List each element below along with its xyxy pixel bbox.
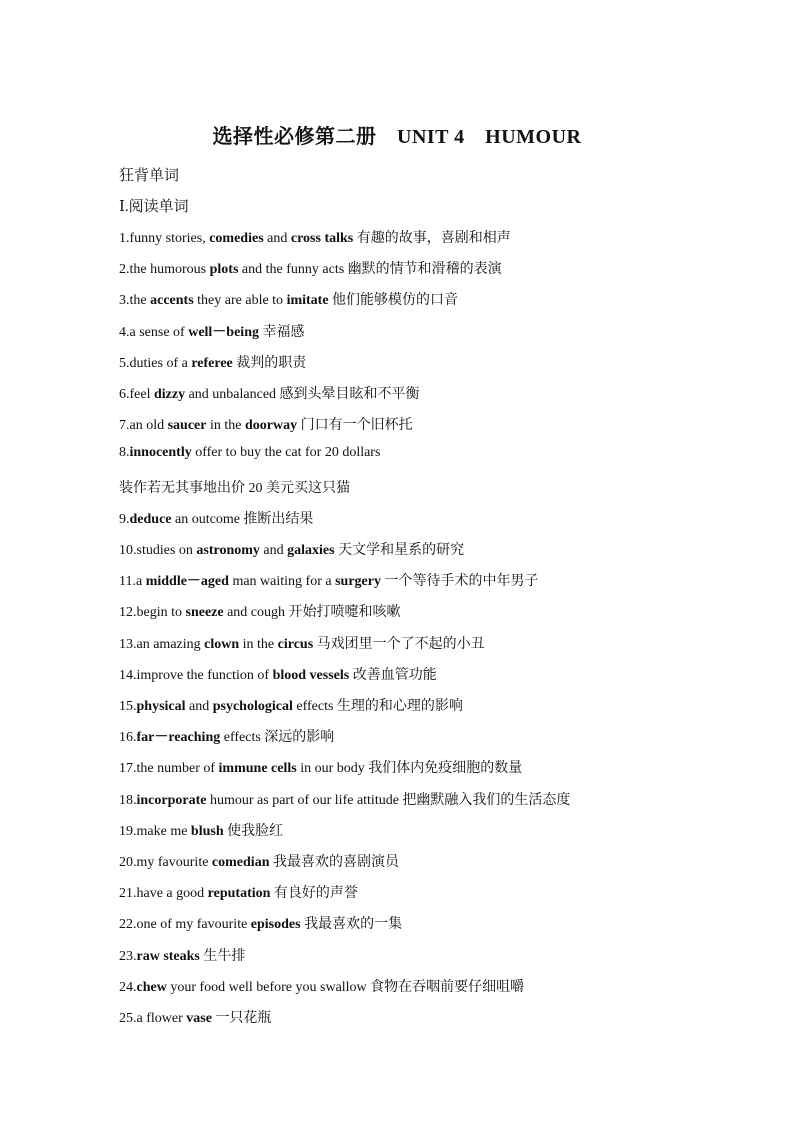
vocab-item — [119, 383, 420, 403]
keyword: doorway — [245, 418, 298, 434]
item-text: and — [263, 231, 291, 246]
vocab-item — [119, 258, 502, 278]
item-text: 25.a flower — [119, 1011, 187, 1026]
item-text: 裁判的职责 — [232, 355, 307, 371]
item-text: 有良好的声誉 — [270, 886, 358, 902]
item-text: in the — [206, 418, 245, 434]
vocab-item — [119, 414, 413, 434]
vocab-item — [119, 976, 524, 996]
item-text: in the — [239, 636, 278, 652]
item-text: your food well before you swallow 食物在吞咽前要仔细咀嚼 — [166, 979, 525, 995]
item-text: 18. — [119, 792, 137, 808]
vocab-item — [119, 789, 570, 809]
keyword: chew — [136, 979, 167, 995]
item-text: 一只花瓶 — [211, 1011, 272, 1026]
keyword: episodes — [250, 917, 301, 933]
item-text: 8. — [119, 445, 130, 461]
item-text: man waiting for a — [228, 574, 336, 590]
item-text: they are able to — [193, 293, 287, 309]
keyword: blood vessels — [272, 667, 350, 683]
keyword: referee — [191, 355, 233, 371]
item-text: effects 生理的和心理的影响 — [292, 699, 463, 714]
item-text: 12.begin to — [119, 605, 186, 621]
vocab-item — [119, 726, 334, 746]
keyword: innocently — [129, 445, 192, 461]
vocab-item — [119, 945, 245, 965]
vocab-item — [119, 695, 463, 715]
keyword: reputation — [207, 886, 271, 902]
vocab-item — [119, 321, 304, 341]
keyword: galaxies — [287, 543, 335, 558]
vocab-item — [119, 539, 464, 559]
vocab-item — [119, 757, 522, 777]
item-text: 4.a sense of — [119, 324, 189, 340]
item-text: 24. — [119, 979, 137, 995]
item-text: 20.my favourite — [119, 855, 212, 870]
item-text: and cough 开始打喷嚏和咳嗽 — [223, 605, 401, 621]
item-text: 14.improve the function of — [119, 667, 273, 683]
vocab-item — [119, 289, 458, 309]
keyword: comedies — [209, 231, 264, 246]
item-text: 一个等待手术的中年男子 — [380, 574, 539, 590]
vocab-item — [119, 664, 437, 684]
item-text: 9. — [119, 511, 130, 527]
keyword: plots — [209, 262, 239, 278]
keyword: immune cells — [218, 761, 297, 777]
keyword: cross talks — [290, 231, 354, 246]
item-text: 我最喜欢的一集 — [300, 917, 403, 933]
keyword: vase — [186, 1011, 212, 1026]
keyword: surgery — [335, 574, 381, 590]
item-text: 生牛排 — [199, 948, 246, 964]
item-text: and — [185, 699, 213, 714]
item-text: 有趣的故事，喜剧和相声 — [353, 231, 511, 246]
item-text: 1.funny stories, — [119, 231, 210, 246]
item-text: 22.one of my favourite — [119, 917, 251, 933]
keyword: raw steaks — [136, 948, 200, 964]
item-text: 6.feel — [119, 387, 154, 402]
item-text: 15. — [119, 699, 137, 714]
item-text: 使我脸红 — [223, 823, 284, 839]
item-text: 16. — [119, 730, 137, 746]
item-text: 7.an old — [119, 418, 168, 434]
keyword: clown — [204, 636, 240, 652]
item-text: 19.make me — [119, 823, 191, 839]
vocab-item — [119, 477, 350, 497]
item-text: 幸福感 — [258, 324, 305, 340]
item-text: 他们能够模仿的口音 — [328, 293, 459, 309]
keyword: blush — [190, 823, 224, 839]
item-text: 2.the humorous — [119, 262, 210, 278]
item-text: 马戏团里一个了不起的小丑 — [313, 636, 485, 652]
item-text: humour as part of our life attitude 把幽默融入我们的生活态度 — [206, 792, 571, 808]
item-text: 我最喜欢的喜剧演员 — [269, 855, 399, 870]
vocab-item — [119, 570, 538, 590]
vocab-item — [119, 352, 306, 372]
keyword: imitate — [286, 293, 329, 309]
item-text: and — [259, 543, 288, 558]
vocab-item — [119, 508, 313, 528]
keyword: well－being — [188, 324, 259, 340]
keyword: far－reaching — [136, 730, 221, 746]
keyword: psychological — [212, 699, 293, 714]
keyword: saucer — [167, 418, 207, 434]
vocab-item — [119, 633, 485, 653]
page-title: 选择性必修第二册 UNIT 4 HUMOUR — [212, 126, 582, 148]
item-text: effects 深远的影响 — [220, 730, 335, 746]
item-text: 天文学和星系的研究 — [334, 543, 465, 558]
keyword: deduce — [129, 511, 172, 527]
keyword: astronomy — [196, 543, 260, 558]
vocab-item — [119, 601, 401, 621]
section-heading: 狂背单词 — [119, 168, 180, 184]
item-text: 装作若无其事地出价 20 美元买这只猫 — [119, 480, 350, 496]
item-text: and the funny acts 幽默的情节和滑稽的表演 — [238, 262, 502, 278]
vocab-item — [119, 445, 380, 461]
vocab-item — [119, 227, 511, 247]
item-text: offer to buy the cat for 20 dollars — [191, 445, 381, 461]
item-text: 23. — [119, 948, 137, 964]
item-text: 门口有一个旧杯托 — [297, 418, 413, 434]
item-text: 13.an amazing — [119, 636, 205, 652]
item-text: 改善血管功能 — [349, 667, 437, 683]
item-text: 10.studies on — [119, 543, 197, 558]
item-text: in our body 我们体内免疫细胞的数量 — [296, 761, 523, 777]
vocab-item — [119, 913, 402, 933]
keyword: dizzy — [153, 387, 186, 402]
item-text: 17.the number of — [119, 761, 219, 777]
keyword: sneeze — [185, 605, 224, 621]
item-text: 21.have a good — [119, 886, 208, 902]
vocab-item — [119, 1007, 271, 1027]
keyword: circus — [277, 636, 314, 652]
keyword: accents — [150, 293, 194, 309]
subsection-heading: Ⅰ.阅读单词 — [119, 199, 189, 215]
vocab-item — [119, 820, 283, 840]
item-text: 3.the — [119, 293, 151, 309]
vocab-item — [119, 851, 399, 871]
vocab-item — [119, 882, 358, 902]
item-text: 11.a — [119, 574, 146, 590]
keyword: middle－aged — [145, 574, 229, 590]
keyword: comedian — [211, 855, 270, 870]
item-text: and unbalanced 感到头晕目眩和不平衡 — [185, 387, 420, 402]
keyword: physical — [136, 699, 186, 714]
item-text: 5.duties of a — [119, 355, 192, 371]
item-text: an outcome 推断出结果 — [171, 511, 314, 527]
keyword: incorporate — [136, 792, 207, 808]
